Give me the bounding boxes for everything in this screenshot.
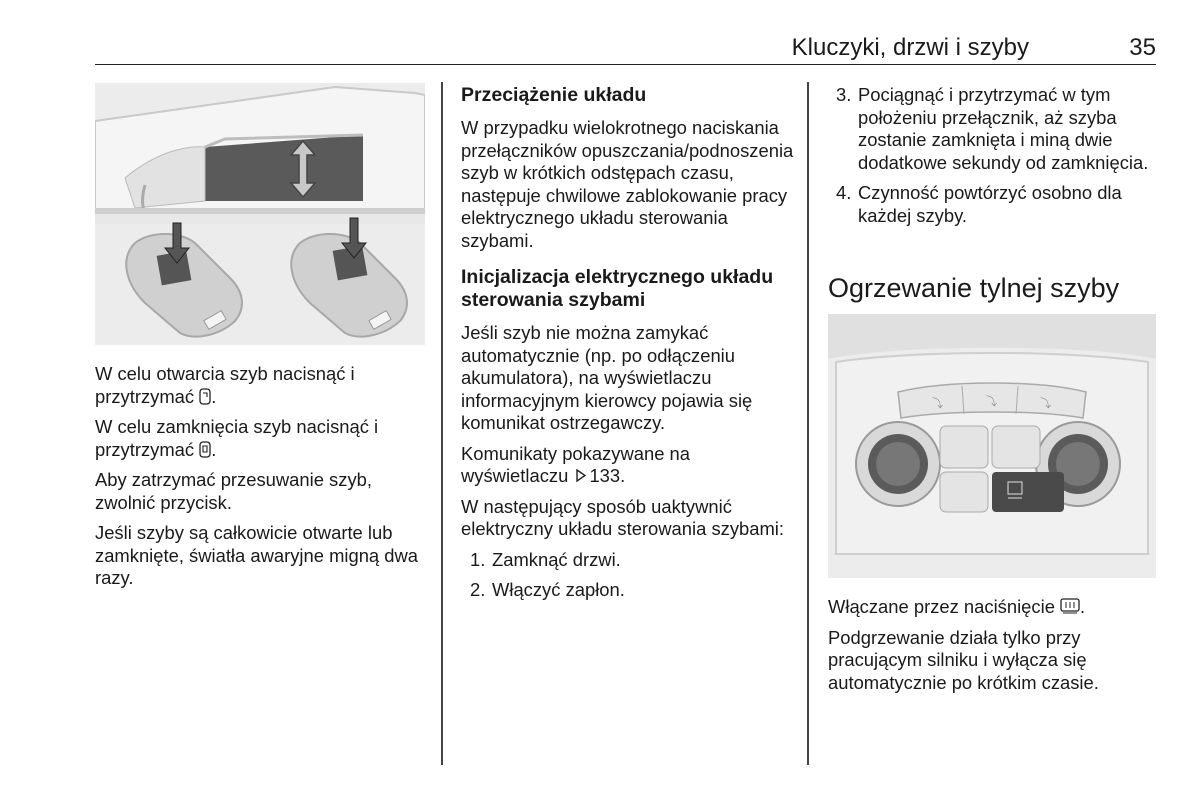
column-divider-1 [441, 82, 443, 765]
close-windows-text: W celu zamknięcia szyb nacisnąć i przytrzymać . [95, 416, 379, 460]
messages-reference: Komunikaty pokazywane na wyświetlaczu 133. [461, 442, 690, 486]
page-header [95, 34, 1156, 65]
open-windows-text: W celu otwarcia szyb nacisnąć i przytrzymać . [95, 363, 355, 407]
rear-defrost-button-highlight [992, 472, 1064, 512]
rear-window-heating-heading: Ogrzewanie tylnej szyby [828, 273, 1120, 303]
column-1 [95, 363, 430, 598]
activation-text: Włączane przez naciśnięcie . [828, 596, 1086, 617]
column-3-bottom [828, 596, 1156, 702]
initialization-heading: Inicjalizacja elektrycznego układu sterowania szybami [461, 266, 774, 311]
overload-text: W przypadku wielokrotnego naciskania przełączników opuszczania/podnoszenia szyb w krótkich odstępach czasu, następuje chwilowe zablokowanie pracy elektrycznego układu sterowania szybami. [461, 117, 794, 251]
list-item: 4. Czynność powtórzyć osobno dla każdej szyby. [836, 182, 1122, 226]
column-divider-2 [807, 82, 809, 765]
list-item: 1. Zamknąć drzwi. [470, 548, 621, 570]
page-number: 35 [1129, 34, 1156, 61]
svg-text:⤵: ⤵ [1040, 397, 1051, 410]
column-3 [836, 84, 1156, 235]
column-2 [461, 84, 796, 610]
temperature-knob-left-icon [856, 422, 940, 506]
climate-panel-illustration [828, 314, 1156, 578]
initialization-text: Jeśli szyb nie można zamykać automatycznie (np. po odłączeniu akumulatora), na wyświetlaczu informacyjnym kierowcy pojawia się komunikat ostrzegawczy. [461, 322, 753, 433]
stop-movement-text: Aby zatrzymać przesuwanie szyb, zwolnić przycisk. [95, 469, 372, 513]
window-open-icon [199, 388, 211, 405]
window-keys-figure [95, 83, 425, 345]
heating-info-text: Podgrzewanie działa tylko przy pracującym silniku i wyłącza się automatycznie po krótkim czasie. [828, 626, 1099, 693]
window-close-icon [199, 441, 211, 458]
hazard-lights-text: Jeśli szyby są całkowicie otwarte lub zamknięte, światła awaryjne migną dwa razy. [95, 522, 419, 588]
page-reference-arrow-icon [575, 469, 587, 482]
list-item: 3. Pociągnąć i przytrzymać w tym położeniu przełącznik, aż szyba zostanie zamknięta i miną dwie dodatkowe sekundy od zamknięcia. [836, 84, 1149, 173]
activation-steps-list-cont [836, 84, 1156, 227]
svg-text:⤵: ⤵ [986, 395, 997, 408]
climate-panel-figure [828, 314, 1156, 578]
window-keys-illustration [95, 83, 425, 345]
activation-steps-list [461, 549, 796, 602]
rear-window-heating-icon [1060, 598, 1080, 615]
header-title: Kluczyki, drzwi i szyby [791, 34, 1029, 61]
svg-text:⤵: ⤵ [932, 397, 943, 410]
activation-intro: W następujący sposób uaktywnić elektryczny układu sterowania szybami: [461, 495, 784, 539]
list-item: 2. Włączyć zapłon. [470, 579, 625, 600]
overload-heading: Przeciążenie układu [461, 84, 647, 106]
